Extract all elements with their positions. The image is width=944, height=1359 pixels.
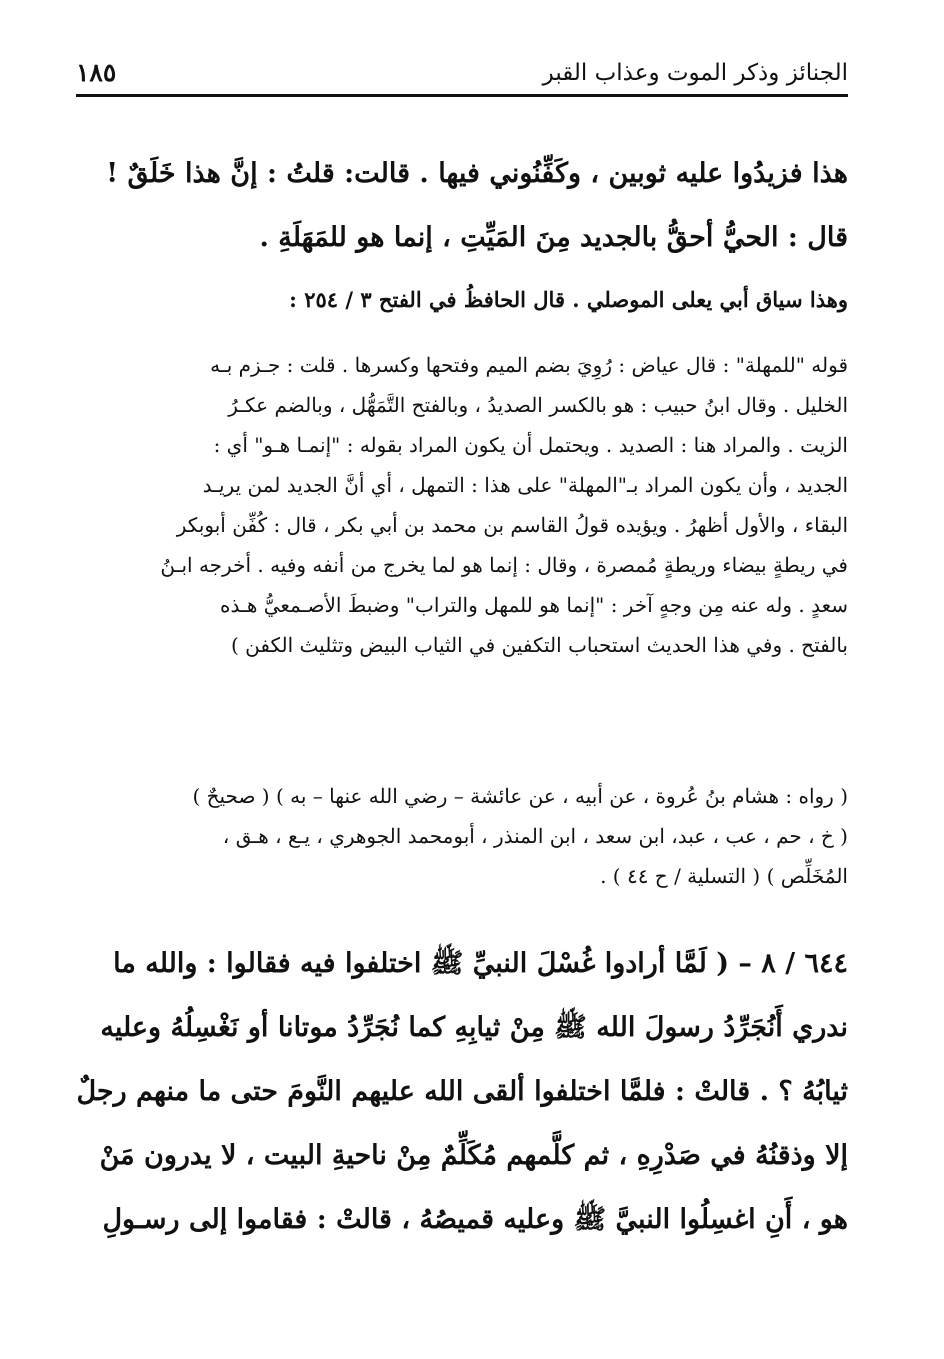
running-title: الجنائز وذكر الموت وعذاب القبر [542, 60, 848, 86]
text-line: هذا فزيدُوا عليه ثوبين ، وكَفِّنُوني فيها . قالت: قلتُ : إنَّ هذا خَلَقٌ ! [106, 158, 848, 189]
text-line: هو ، أَنِ اغسِلُوا النبيَّ ﷺ وعليه قميصُهُ ، قالتْ : فقاموا إلى رسـولِ [102, 1204, 848, 1235]
hadith-continuation [76, 142, 848, 270]
text-line: ثيابُهُ ؟ . قالتْ : فلمَّا اختلفوا ألقى الله عليهم النَّومَ حتى ما منهم رجلٌ [76, 1076, 848, 1107]
text-line: بالفتح . وفي هذا الحديث استحباب التكفين في الثياب البيض وتثليث الكفن ) [230, 633, 848, 657]
text-line: إلا وذقنُهُ في صَدْرِهِ ، ثم كلَّمهم مُكَلِّمٌ مِنْ ناحيةِ البيت ، لا يدرون مَنْ [99, 1140, 848, 1171]
hadith-644 [76, 932, 848, 1252]
text-line: الجديد ، وأن يكون المراد بـ"المهلة" على هذا : التمهل ، أي أنَّ الجديد لمن يريـد [202, 473, 848, 497]
page-header [76, 50, 848, 97]
text-line: في ريطةٍ بيضاء وريطةٍ مُمصرة ، وقال : إنما هو لما يخرج من أنفه وفيه . أخرجه ابـنُ [160, 553, 848, 577]
intro-line: وهذا سياق أبي يعلى الموصلي . قال الحافظُ في الفتح ٣ / ٢٥٤ : [289, 287, 848, 312]
text-line: قوله "للمهلة" : قال عياض : رُوِيَ بضم الميم وفتحها وكسرها . قلت : جـزم بـه [210, 353, 848, 377]
text-line: ندري أَنُجَرِّدُ رسولَ الله ﷺ مِنْ ثيابِهِ كما نُجَرِّدُ موتانا أو نَغْسِلُهُ وعليه [100, 1012, 848, 1043]
text-line: الخليل . وقال ابنُ حبيب : هو بالكسر الصديدُ ، وبالفتح التَّمَهُّل ، وبالضم عكـرُ [228, 393, 848, 417]
commentary-intro [76, 280, 848, 320]
source-note [76, 776, 848, 896]
text-line: قال : الحيُّ أحقُّ بالجديد مِنَ المَيِّتِ ، إنما هو للمَهَلَةِ . [259, 222, 848, 253]
text-line: المُخَلِّص ) ( التسلية / ح ٤٤ ) . [600, 864, 848, 888]
commentary-paragraph [76, 345, 848, 665]
text-line: ( خ ، حم ، عب ، عبد، ابن سعد ، ابن المنذر ، أبومحمد الجوهري ، يـع ، هـق ، [222, 824, 848, 848]
text-line: ٦٤٤ / ٨ – ( لَمَّا أرادوا غُسْلَ النبيِّ ﷺ اختلفوا فيه فقالوا : والله ما [113, 948, 848, 979]
text-line: الزيت . والمراد هنا : الصديد . ويحتمل أن يكون المراد بقوله : "إنمـا هـو" أي : [213, 433, 848, 457]
text-line: البقاء ، والأول أظهرُ . ويؤيده قولُ القاسم بن محمد بن أبي بكر ، قال : كُفِّن أبوبكر [176, 513, 848, 537]
page-number: ١٨٥ [76, 58, 117, 87]
text-line: سعدٍ . وله عنه مِن وجهٍ آخر : "إنما هو للمهل والتراب" وضبطَ الأصـمعيُّ هـذه [220, 593, 848, 617]
text-line: ( رواه : هشام بنُ عُروة ، عن أبيه ، عن عائشة – رضي الله عنها – به ) ( صحيحٌ ) [192, 784, 848, 808]
